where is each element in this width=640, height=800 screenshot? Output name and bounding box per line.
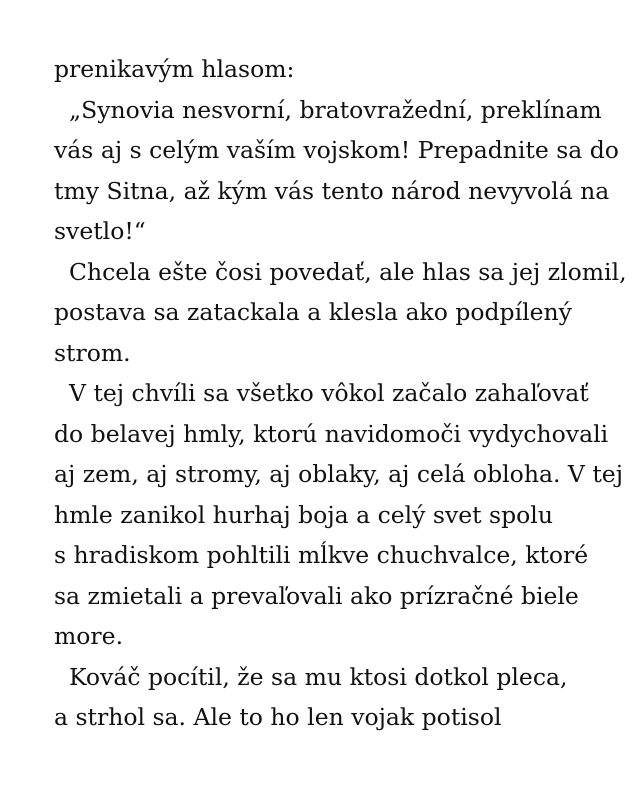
text-line: more. bbox=[54, 622, 124, 650]
text-line: sa zmietali a prevaľovali ako prízračné biele bbox=[54, 581, 579, 610]
text-line: V tej chvíli sa všetko vôkol začalo zahaľovať bbox=[69, 379, 589, 407]
text-line: Kováč pocítil, že sa mu ktosi dotkol pleca, bbox=[69, 662, 568, 691]
text-line: tmy Sitna, až kým vás tento národ nevyvolá na bbox=[54, 176, 610, 205]
text-line: vás aj s celým vaším vojskom! Prepadnite sa do bbox=[54, 136, 619, 164]
text-line: hmle zanikol hurhaj boja a celý svet spolu bbox=[54, 500, 553, 529]
text-line: prenikavým hlasom: bbox=[54, 55, 295, 83]
text-line: s hradiskom pohltili mĺkve chuchvalce, ktoré bbox=[54, 541, 589, 569]
text-line: aj zem, aj stromy, aj oblaky, aj celá obloha. V tej bbox=[54, 460, 623, 488]
text-line: a strhol sa. Ale to ho len vojak potisol bbox=[54, 703, 502, 731]
text-line: svetlo!“ bbox=[54, 217, 146, 245]
text-line: strom. bbox=[54, 338, 131, 367]
text-line: „Synovia nesvorní, bratovražední, preklínam bbox=[69, 95, 602, 124]
text-line: Chcela ešte čosi povedať, ale hlas sa jej zlomil, bbox=[69, 257, 627, 286]
text-line: do belavej hmly, ktorú navidomoči vydychovali bbox=[54, 419, 609, 448]
text-line: postava sa zatackala a klesla ako podpílený bbox=[54, 298, 572, 326]
